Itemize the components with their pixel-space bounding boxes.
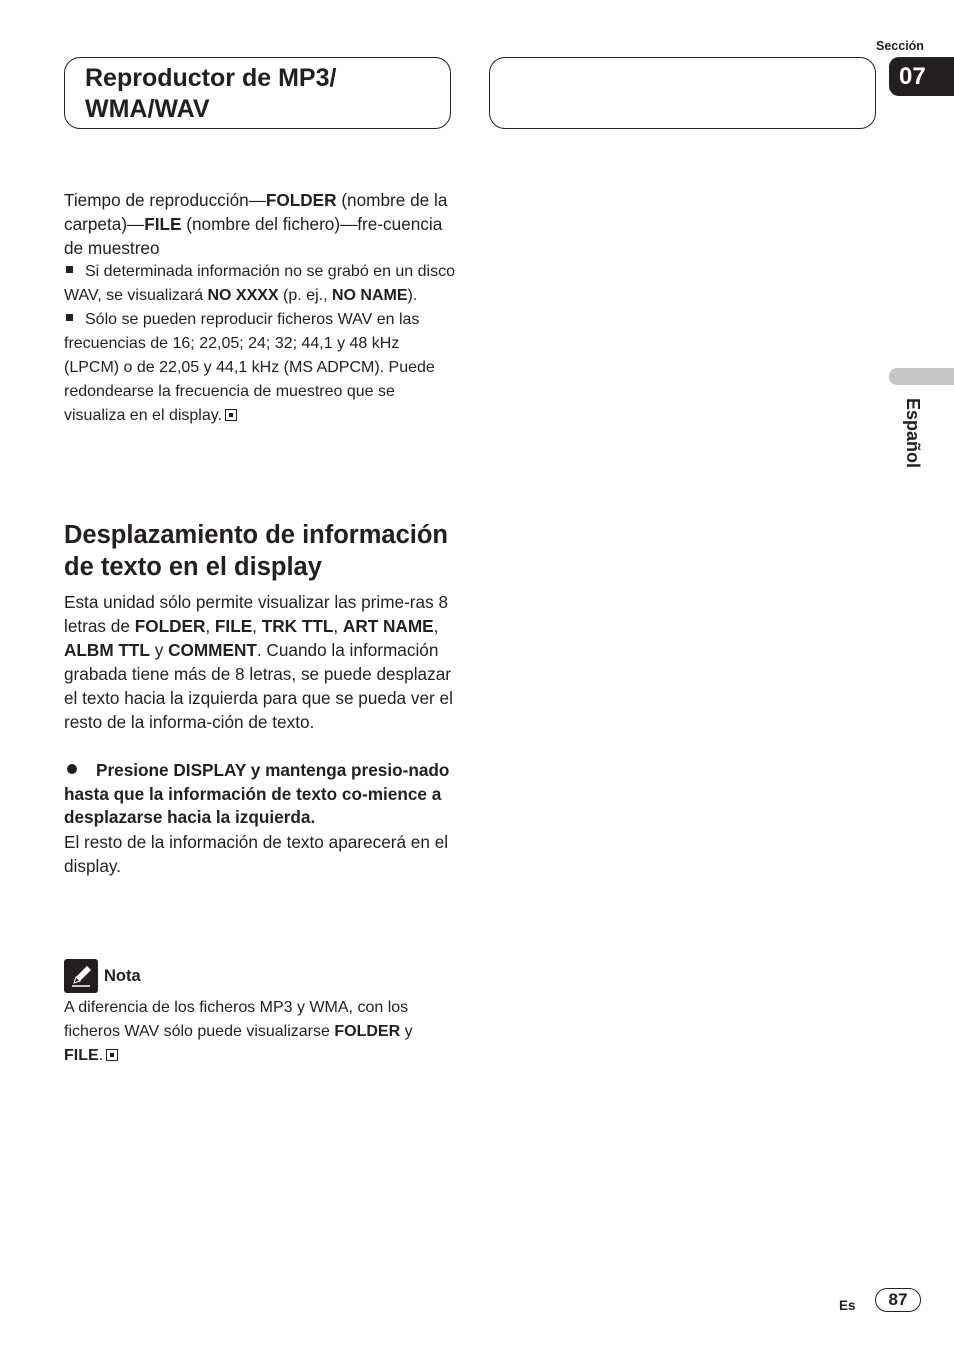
bullet-item xyxy=(64,308,456,428)
chapter-header-box xyxy=(64,57,451,129)
note-span: A diferencia de los ficheros MP3 y WMA, con los ficheros WAV sólo puede visualizarse xyxy=(64,999,409,1040)
bullet-bold: NO NAME xyxy=(331,287,408,304)
intro-paragraph xyxy=(64,188,456,260)
note-span: y xyxy=(400,1023,413,1040)
instruction-step xyxy=(64,759,456,830)
language-tab-label: Español xyxy=(903,398,923,469)
step-result: El resto de la información de texto aparecerá en el display. xyxy=(64,831,449,876)
section-bold: ALBM TTL xyxy=(64,640,150,660)
bullet-square-icon xyxy=(66,266,73,273)
section-text: , xyxy=(205,616,215,636)
section-bold: FILE xyxy=(214,616,253,636)
intro-text: (nombre del fichero)—fre-cuencia de muestreo xyxy=(64,214,443,258)
intro-text: Tiempo de reproducción— xyxy=(64,190,266,210)
section-bold: COMMENT xyxy=(168,640,257,660)
section-heading: Desplazamiento de información de texto en el display xyxy=(64,521,448,581)
bullet-text: Sólo se pueden reproducir ficheros WAV en las frecuencias de 16; 22,05; 24; 32; 44,1 y 48 kHz (LPCM) o de 22,05 y 44,1 kHz (MS ADPCM). Puede redondearse la frecuencia de muestreo que se visualiza en el display. xyxy=(64,311,435,424)
section-block xyxy=(64,520,456,878)
section-text: y xyxy=(149,640,169,660)
section-bold: TRK TTL xyxy=(261,616,334,636)
language-tab-bar xyxy=(889,368,954,385)
note-block xyxy=(64,959,456,1068)
bullet-text: Si determinada información no se grabó en un disco WAV, se visualizará xyxy=(64,263,455,304)
step-text: Presione DISPLAY y mantenga presio-nado hasta que la información de texto co-mience a desplazarse hacia la izquierda. xyxy=(64,760,450,827)
end-of-section-icon xyxy=(106,1049,118,1061)
end-of-section-icon xyxy=(225,409,237,421)
bullet-square-icon xyxy=(66,314,73,321)
note-span: . xyxy=(98,1047,104,1064)
intro-block xyxy=(64,188,456,428)
section-number-badge: 07 xyxy=(889,57,954,96)
section-text: , xyxy=(333,616,343,636)
pencil-note-icon xyxy=(64,959,98,993)
note-bold: FOLDER xyxy=(334,1023,401,1040)
note-bold: FILE xyxy=(64,1047,99,1064)
note-header xyxy=(64,959,456,993)
note-label: Nota xyxy=(104,966,141,985)
section-text: , xyxy=(433,616,439,636)
section-text: , xyxy=(252,616,262,636)
chapter-title-line2: WMA/WAV xyxy=(85,95,210,123)
bullet-item xyxy=(64,260,456,308)
step-bullet-icon xyxy=(67,764,77,774)
chapter-title-line1: Reproductor de MP3/ xyxy=(85,64,337,92)
bullet-text: (p. ej., xyxy=(278,287,332,304)
intro-file: FILE xyxy=(144,214,182,234)
page-number: 87 xyxy=(875,1288,921,1312)
empty-header-box xyxy=(489,57,876,129)
bullet-bold: NO XXXX xyxy=(207,287,279,304)
intro-folder: FOLDER xyxy=(265,190,337,210)
section-text: Esta unidad sólo permite visualizar las prime-ras 8 letras de xyxy=(64,592,449,636)
note-text xyxy=(64,996,456,1068)
section-bold: FOLDER xyxy=(134,616,206,636)
section-text: . Cuando la información grabada tiene más de 8 letras, se puede desplazar el texto hacia la izquierda para que se pueda ver el resto de la informa-ción de texto. xyxy=(64,640,453,732)
section-paragraph xyxy=(64,590,456,734)
chapter-title xyxy=(85,63,336,125)
section-bold: ART NAME xyxy=(342,616,434,636)
bullet-text: ). xyxy=(407,287,418,304)
intro-text: (nombre de la carpeta)— xyxy=(64,190,448,234)
footer-language-code: Es xyxy=(839,1298,856,1313)
section-label: Sección xyxy=(876,39,924,53)
